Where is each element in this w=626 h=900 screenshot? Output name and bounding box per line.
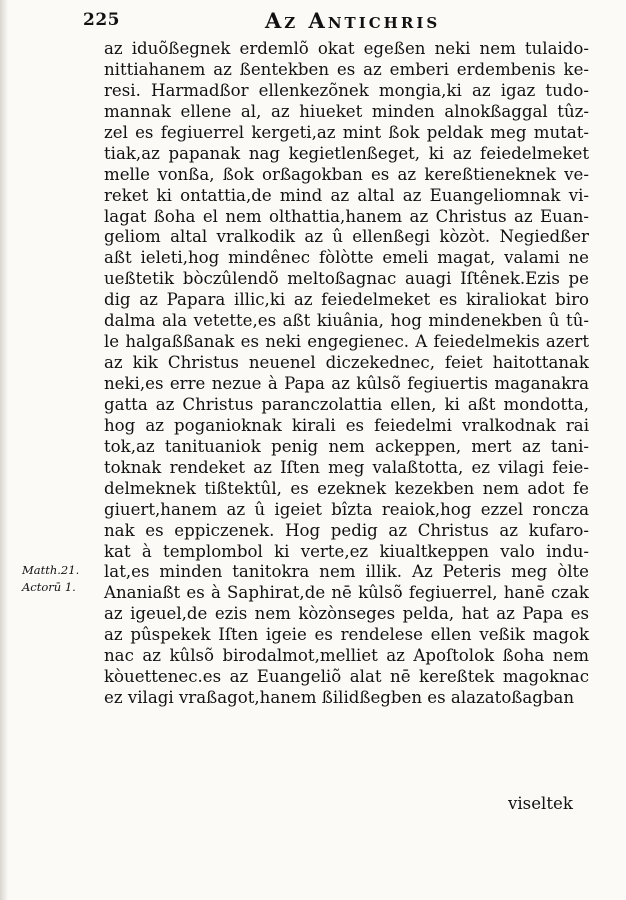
text-line: giuert,hanem az û igeiet bîzta reaiok,hog ezzel roncza [104, 499, 589, 519]
catchword: viseltek [508, 794, 573, 813]
text-line: az kik Christus neuenel diczekednec, feiet haitottanak [104, 353, 589, 373]
text-line: tok,az tanituaniok penig nem ackeppen, mert az tani- [104, 436, 589, 456]
text-line: lagat ßoha el nem olthattia,hanem az Christus az Euan- [104, 206, 589, 226]
text-line: ez vilagi vraßagot,hanem ßilidßegben es alazatoßagban [104, 688, 575, 708]
text-line: dalma ala vetette,es aßt kiuânia, hog mindenekben û tû- [104, 311, 589, 331]
text-line: kòuettenec.es az Euangeliõ alat nē kereßtek magoknac [104, 667, 589, 687]
marginal-reference [22, 562, 79, 596]
text-line: az pûspekek Iſten igeie es rendelese ellen veßik magok [104, 625, 589, 645]
text-line: reket ki ontattia,de mind az altal az Euangeliomnak vi- [104, 185, 589, 205]
text-line: lat,es minden tanitokra nem illik. Az Peteris meg òlte [104, 562, 589, 582]
text-line: aßt ieleti,hog mindênec fòlòtte emeli magat, valami ne [104, 248, 589, 268]
margin-note-line: Matth.21. [22, 563, 80, 577]
text-line: melle vonßa, ßok orßagokban es az kereßtieneknek ve- [104, 164, 589, 184]
text-line: le halgaßßanak es neki engegienec. A feiedelmekis azert [104, 332, 589, 352]
text-line: neki,es erre nezue à Papa az kûlsõ fegiuertis maganakra [104, 374, 589, 393]
page-number: 225 [83, 10, 120, 30]
text-line: toknak rendeket az Iſten meg valaßtotta, ez vilagi feie- [104, 457, 589, 477]
text-line: geliom altal vralkodik az û ellenßegi kòzòt. Negiedßer [104, 227, 589, 247]
text-line: resi. Harmadßor ellenkezõnek mongia,ki az igaz tudo- [104, 80, 589, 100]
text-line: az igeuel,de ezis nem kòzònseges pelda, hat az Papa es [104, 604, 589, 624]
text-line: kat à templombol ki verte,ez kiualtkeppen valo indu- [104, 541, 589, 561]
text-line: zel es fegiuerrel kergeti,az mint ßok peldak meg mutat- [104, 122, 589, 142]
body-text [104, 39, 589, 709]
text-line: ueßtetik bòczûlendõ meltoßagnac auagi Iſtênek.Ezis pe [104, 269, 589, 289]
text-line: gatta az Christus paranczolattia ellen, ki aßt mondotta, [104, 394, 589, 414]
text-line: Ananiaßt es à Saphirat,de nē kûlsõ fegiuerrel, hanē czak [104, 583, 589, 603]
text-line: nac az kûlsõ birodalmot,melliet az Apoſtolok ßoha nem [104, 646, 589, 666]
margin-note-line: Actorū 1. [22, 580, 76, 594]
text-line: nak es eppiczenek. Hog pedig az Christus az kufaro- [104, 520, 589, 540]
text-line: mannak ellene al, az hiueket minden alnokßaggal tûz- [104, 101, 589, 121]
page-edge-shadow [0, 0, 8, 900]
text-line: az iduõßegnek erdemlõ okat egeßen neki nem tulaido- [104, 39, 589, 58]
text-line: delmeknek tißtektûl, es ezeknek kezekben nem adot fe [104, 478, 589, 498]
text-line: hog az poganioknak kirali es feiedelmi vralkodnak rai [104, 415, 589, 435]
running-title: Az Antichris [265, 8, 441, 33]
text-line: tiak,az papanak nag kegietlenßeget, ki az feiedelmeket [104, 143, 589, 163]
text-line: dig az Papara illic,ki az feiedelmeket es kiraliokat biro [104, 290, 589, 310]
text-line: nittiahanem az ßentekben es az emberi erdembenis ke- [104, 59, 589, 79]
